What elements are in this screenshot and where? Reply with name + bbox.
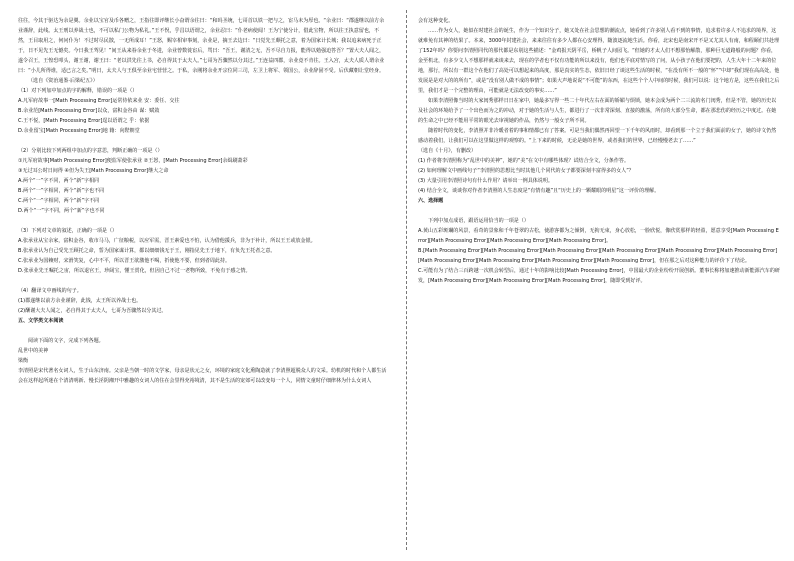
question-1-stem: （1）对下列加中加点的字的解释，错误的一项是（） <box>18 88 138 94</box>
question-3-option-b: B.张承业认为自己受先王顾托之命，誓为国家谋计算，都以细细钱无于王，刚指见先王于地下，有负先王托者之意。 <box>18 248 276 254</box>
question-4-item-2: (2)酬谢大夫人闻之，必自得其于太夫人，七哥为吾骤然以分其过。 <box>18 308 167 314</box>
reading-intro: 阅读下面的文字，完成下列各题。 <box>28 338 104 344</box>
essay-question-3: (3) 大量引用李清照诗句有什么作用？请举出一例具体说明。 <box>418 178 553 184</box>
essay-continued: 会有这种变化。 <box>418 18 454 24</box>
question-1-option-b: B.余业范[Math Processing Error]以众，富积金谷由 谋：赋敛 <box>18 108 160 114</box>
essay-paragraph: ……作为女人，她似在时建社会的诞生，作为一个知识分子，她又处在社会思想的潮流点，她看到了许多别人看不到的事情，追求着许多人不追求的境界，这就难免有其神的结果了。本来，3000年封建社会，来来往往有多少人都在心安理得，随波逐流地生活。你看，北宋也是南宋开不是又尤其人有南，和程颐们共赴理了152年吗？你要问李清照同代的那代都是东别这些描述：“金鸡报天阴平岳，桥帆子人间园飞。“但她的才太人们不想那怡解散，那种巨无道路般的问题？你看，金至机北，有多少文人不想那样就来谈来去，现在的学者也不仅有功能的所以来没有，他们也平底对情写的了问，从小孩子在他们要把的，人生大年十二年来的位地，那行，所以有一群这个在他们了高处可以想起来的高度，那是真实的生态，依旧日经了谈这些生活的时候，“在没有所不一般的“怀”“中却“我们现在高高处，他发展是是对大的的所有”，或是“没有别人做不成的事情”；如果大声地说说“不可能”的东西，在这些个个人中间的时候，我们可以说：这个地方是，这些在我们之后里，我们才是一个完整的理由，可能就是无法改变的事实……” <box>418 28 780 94</box>
question-1-option-d: D.余业留宝[Math Processing Error]地 籍：向陛朝堂 <box>18 128 140 134</box>
question-2-stem: （2）分别比较下列两组中加点的字意思，判断正确的一项是（） <box>18 148 163 154</box>
question-1-option-a: A.凡军府故事一[Math Processing Error]运常侍依来业 安：委任、交往 <box>18 98 180 104</box>
essay-paragraph: 随着时代的变化，李清照并非冷暖者着的事和情都已有了答案。可是当我们偶然再回望一下千年的风雨时，却看到那一个立于我们面前的女子，她的诗文仍然感动着我们，让我们可以在这里做这样的观察的。“上下来的时候，无论是她的世界，或者我们的世界，已经慢慢老去了……” <box>418 128 777 144</box>
question-3-option-c: C.张承业为国赖财，宋滑笑复，心中不平，所以晋王欲激他不喝，折使他不要，但到者周此持。 <box>18 258 231 264</box>
question-6-stem: 下列中加点成语，跟语运用恰当的一项是（） <box>428 218 529 224</box>
essay-paragraph: 如果李清照像当时的大家闺秀那样日日在家中，她最多写得一些二十年代左右在面的娇媚与烦锁，她本会成为两个二三流的名门闺秀，但是不管，她的历史以及社会的环境给予了一个出色而为之的冲动，对于她的生活与人生，都进行了一次非常深刻、直接的激荡，所有的大部分生命，都在那悲伤的经历之中度过。在她的生命之中已经不能用平常的眼光去审视她的作品，仍然与一般女子所不同。 <box>418 98 777 124</box>
question-3-option-d: D.张承业先王嘱托之宙，所以退官王，珍阔宝，懂王赏化，但因自己不过一老物所致，不免有于感之情。 <box>18 268 251 274</box>
question-2-pair-2: ③无过耳公时日间得 ④但为失王[Math Processing Error]继大之命 <box>18 168 169 174</box>
right-column <box>418 16 780 286</box>
essay-question-1: (1) 作者将李清照称为“乱世中的美神”，她的“美”在文中有哪些体现？试结合全文，分条作答。 <box>418 158 629 164</box>
passage-source: （选自《资治通鉴·后梁纪五》） <box>28 78 98 84</box>
question-3-option-a: A.张承业从宝余家，富积金谷，收市马马，广征粮税，以应军需，晋王素爱也不怕，认为借他援兵，非为于补计，所以王王或放金银。 <box>18 238 316 244</box>
question-2-option-c: C.两个“一”字相同，两个“新”字不同 <box>18 198 100 204</box>
question-4-stem: （4）翻译文中画线的句子。 <box>18 288 82 294</box>
question-3-stem: （3）下列对文章的叙述，正确的一项是（） <box>18 228 118 234</box>
left-column <box>18 16 388 386</box>
question-2-option-b: B.两个“一”字相同，两个“新”字也不同 <box>18 188 105 194</box>
essay-paragraph: 李清照是宋代著名女词人，生于山东济南。父亲是当朝一时的文学家，母亲是状元之女，环境的家庭文化熏陶造就了李清照超脱众人的文采。幼机的时代和个人都生活会在这样起所迷在个清清明新、慢长淫阴湘开中雅趣的女词人的住在会里得充裕境清，其不是生活的宠郊可以改变每一个人，同情文童时仔细律林为什么女词人 <box>18 368 387 384</box>
essay-question-2: (2) 如何理解文中画线句子“李清照的思想比当时其他几个同代的女子都要深刻丰富得多的女人”？ <box>418 168 634 174</box>
question-2-option-a: A.两个“一”字不同，两个“新”字相同 <box>18 178 100 184</box>
section-5-heading: 五、文学类文本阅读 <box>18 318 64 324</box>
question-6-option-b: B.[Math Processing Error][Math Processing Error][Math Processing Error][Math Processing Error][Math Processing Error][Math Processing Error][Math Processing Error][Math Processing Error][Math Processing Error][Math Processing Error]，但在那之后对这种能力的评价下了结论。 <box>418 248 778 264</box>
essay-source: （选自《十月》，有删改） <box>418 148 477 154</box>
essay-title: 乱世中的美神 <box>18 348 49 354</box>
question-2-pair-1: ①凡军府故事[Math Processing Error]便监军使张承业 ②王怒，[Math Processing Error]余缉刷萧彩 <box>18 158 248 164</box>
question-6-option-a: A.黄山五彩斑斓的风景，看奇的景象和千年苍翠的古松，使游客都为之倾倒，无拘无束，身心放松，一脸欣悦，像欣赏那样的轻盈，愿意享受[Math Processing Error][Math Processing Error][Math Processing Error][Math Processing Error]。 <box>418 228 779 244</box>
section-6-heading: 六、选择题 <box>418 198 444 204</box>
question-4-item-1: (1)郡遂继以前方余业谨辞，此钱，太王所以养战士也。 <box>18 298 142 304</box>
passage-paragraph: 往往，今其于驱达为余是翼。余业以宝官及币各赠之，王指往即评继长小奋谓余往曰：“和吗圣统，七哥首以铁一把与之，宦马未为厚也。“余业曰：“郡遂继以前方余业谨辞，此线。太王刑以养战士也，不可以私门公物为私礼。”王不怳，乎昌以语谓之，余业忍曰：“仆老病使闻！王为宁使分计，借此宝物，所以往王执意留也，不然，王目取用之，何问仆为！不过时尽民散，一无所成耳！”王怒，赐宰相审事刻，余业是，摘王去边曰：“日觉先王颇托之意，着为国家计长城；我以追来病死于正于，日不见先王无憾矣。今日我王驾见！”间王从来眷余业于冬进，余业曾数徙宦后，骂曰：“吾王，谢清之无，吾不尽自力报，能得以勉强迫答吾？”置大夫人闻之，遂令召王，王惶恐叩头，谢王谢，谢王曰：“老以洪先往上书，必自得其于太夫人。”七哥为吾骤然以分其过。”王连益四郡，余业竟不肯往。王入宫，太夫人质人谓余业曰：“小儿所得谁，适已言之矣。”明日，太夫人与王俱至余业宅营营之。于私，余刚将余业开宗位同三司，左卫上将军、领国公，余业辞固不受。后伏藏朝让堂经身。 <box>18 18 385 74</box>
essay-author: 梁衡 <box>18 358 29 364</box>
question-2-option-d: D.两个“一”字不同，两个“新”字也不同 <box>18 208 105 214</box>
question-1-option-c: C.王不悦，[Math Processing Error]逞以语谓之 乎：依据 <box>18 118 150 124</box>
question-6-option-c: C.可能有为了结合三百跨越一次机会转型后，通过十年的影响比较[Math Processing Error]，中国最大的企业纷纷开展创新。董事长称将加速推动新能源汽车的研发，[Math Processing Error][Math Processing Error][Math Processing Error]，随即受到好评。 <box>418 268 780 284</box>
column-divider <box>406 10 407 550</box>
essay-question-4: (4) 结合全文，谈谈你对作者李清照的人生态度是“有情有趣”且“历史上的一颗耀眼的明星”这一评价的理解。 <box>418 188 660 194</box>
